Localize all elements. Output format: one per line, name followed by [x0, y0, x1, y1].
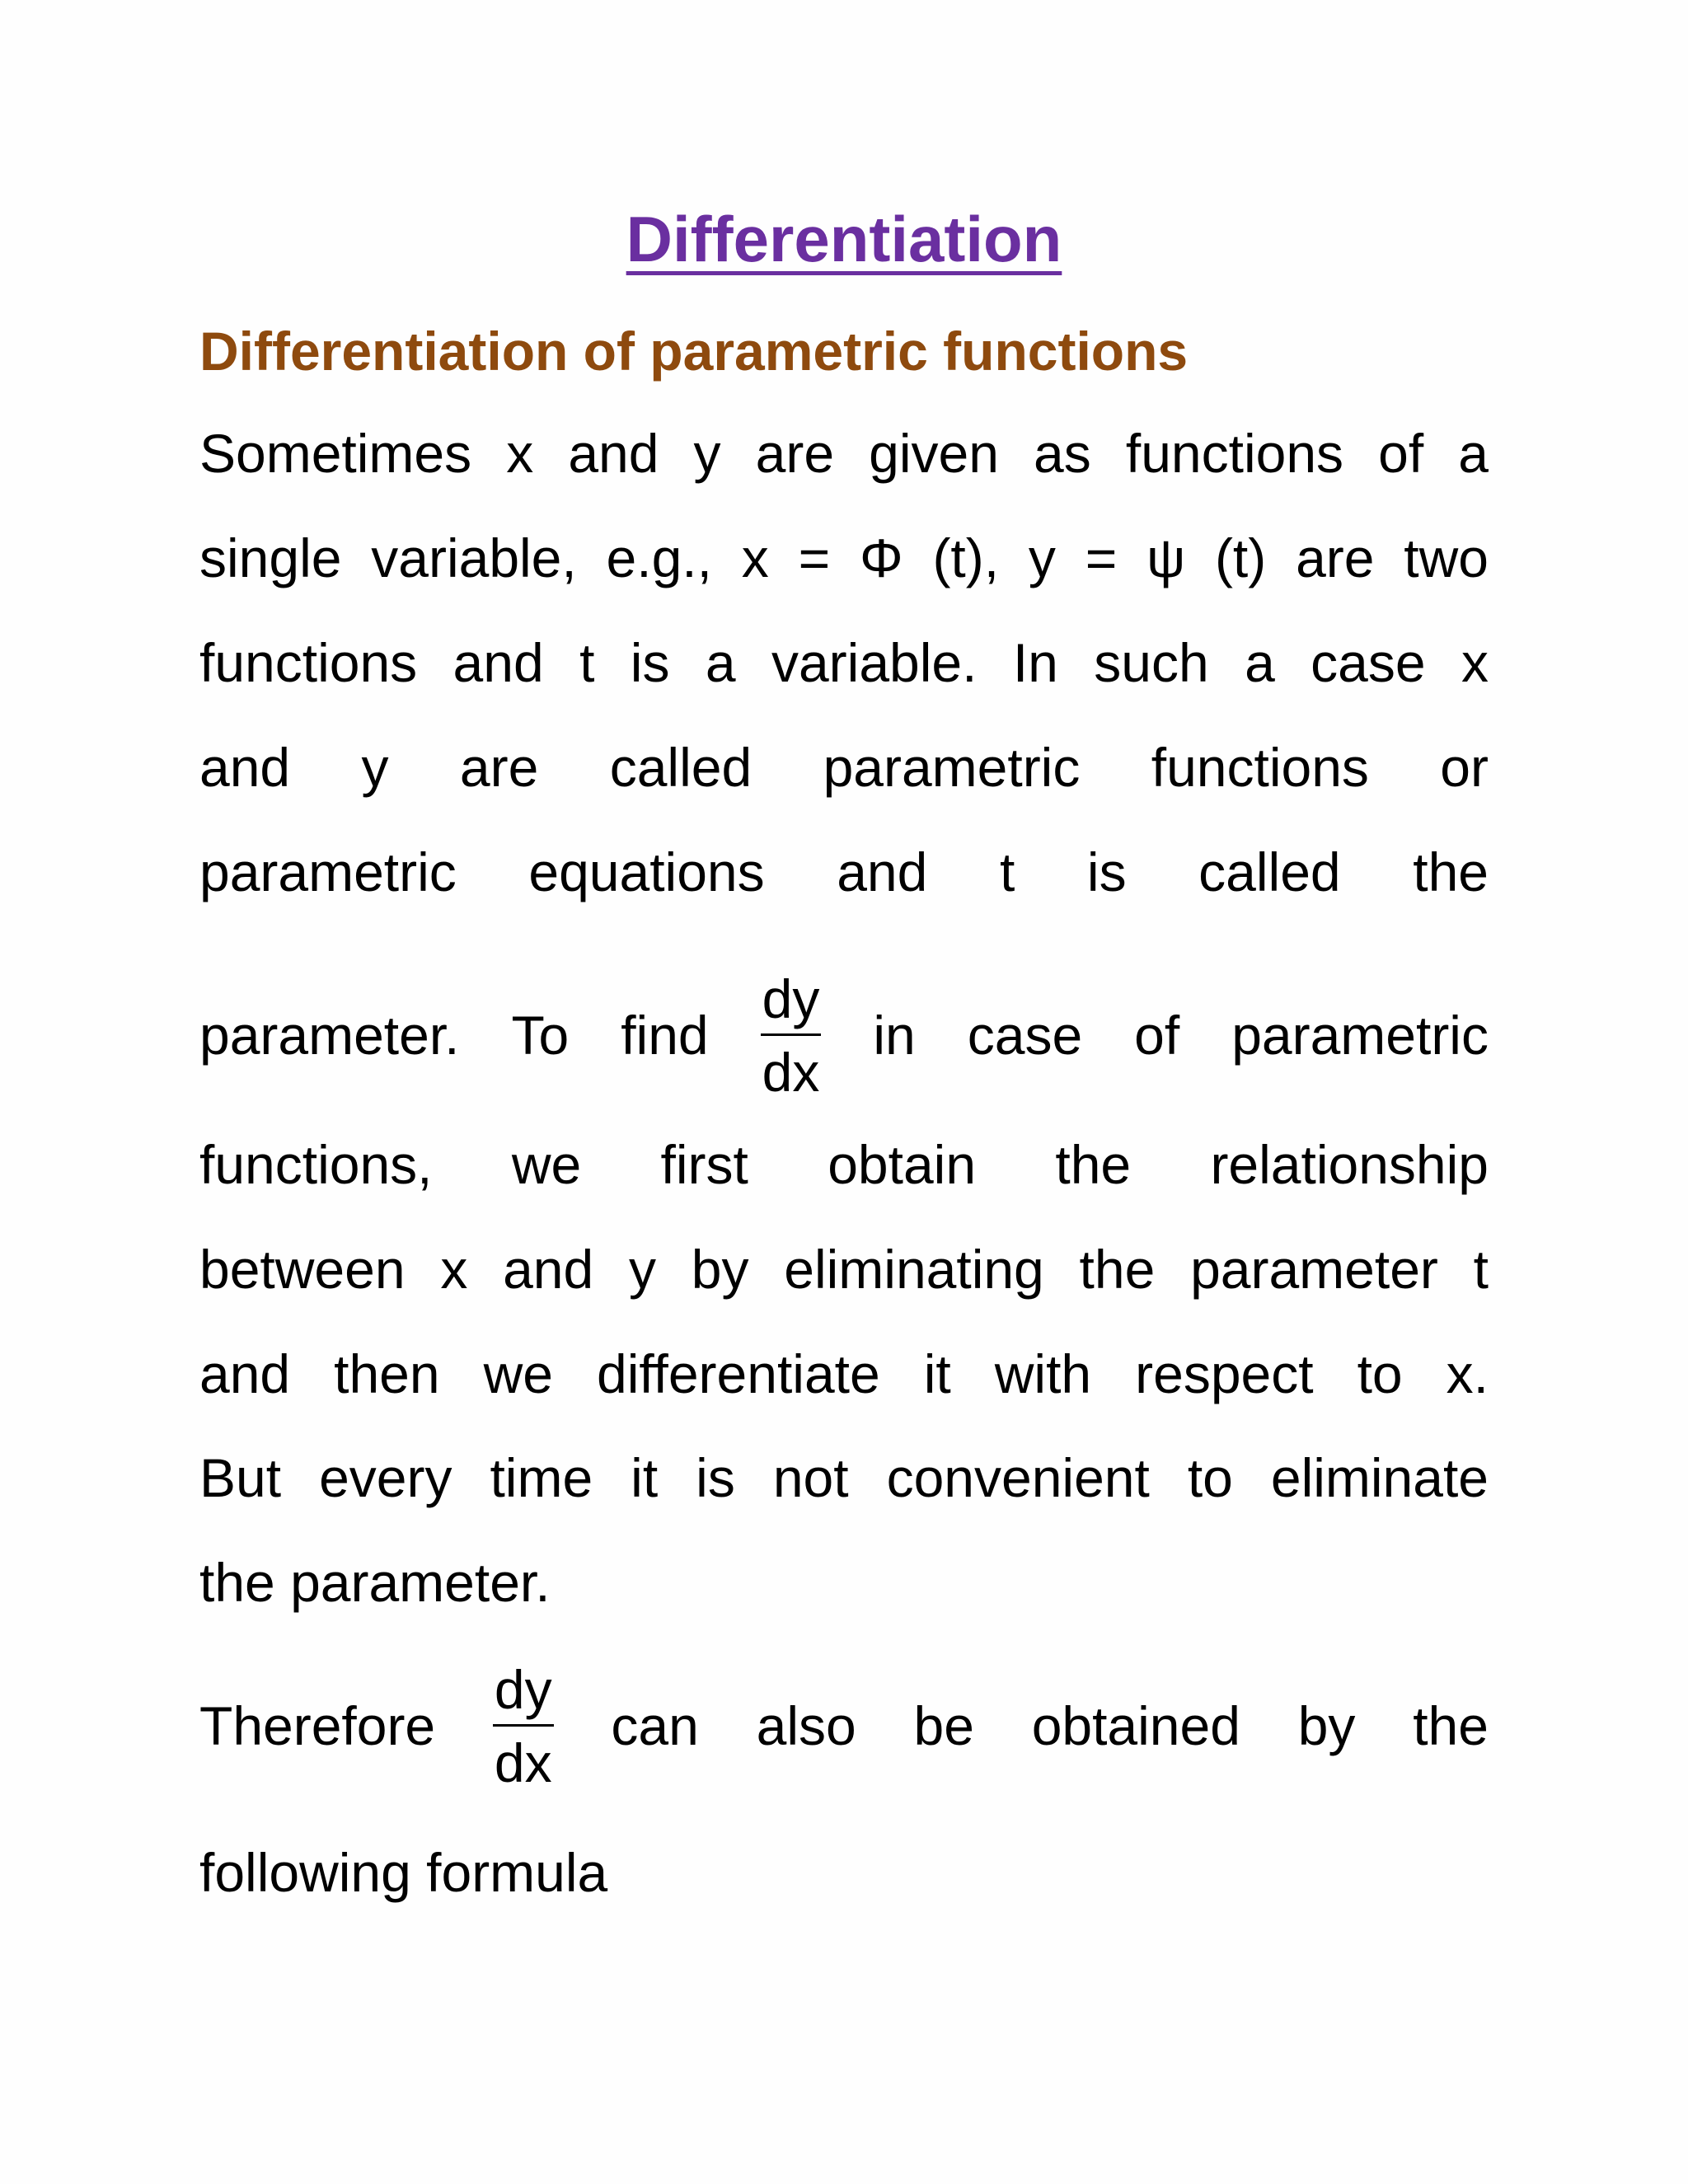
paragraph-line: functions, we first obtain the relationship	[199, 1134, 1489, 1195]
word: obtained	[1031, 1695, 1240, 1756]
section-heading: Differentiation of parametric functions	[199, 321, 1189, 382]
fraction-bar	[761, 1033, 822, 1036]
word: the	[1413, 1695, 1489, 1756]
word: Therefore	[199, 1695, 436, 1756]
fraction-dy-dx	[493, 1658, 554, 1794]
paragraph-line: Sometimes x and y are given as functions of a	[199, 423, 1489, 484]
page-title: Differentiation	[626, 203, 1062, 275]
paragraph-line-with-fraction	[199, 944, 1489, 1126]
paragraph-line: and then we differentiate it with respect to x.	[199, 1343, 1489, 1404]
word: of	[1134, 1005, 1180, 1066]
paragraph-line: the parameter.	[199, 1552, 551, 1613]
paragraph-line: functions and t is a variable. In such a case x	[199, 632, 1489, 693]
paragraph-line: following formula	[199, 1842, 608, 1903]
paragraph-line: single variable, e.g., x = Φ (t), y = ψ (t) are two	[199, 527, 1489, 588]
word: To	[511, 1005, 570, 1066]
word: be	[913, 1695, 974, 1756]
word: parametric	[1231, 1005, 1489, 1066]
word: by	[1297, 1695, 1356, 1756]
fraction-denominator: dx	[494, 1732, 552, 1793]
paragraph-line: and y are called parametric functions or	[199, 737, 1489, 798]
fraction-denominator: dx	[762, 1041, 820, 1103]
word: can	[611, 1695, 699, 1756]
paragraph-line: parametric equations and t is called the	[199, 841, 1489, 902]
word: case	[967, 1005, 1083, 1066]
word: find	[621, 1005, 709, 1066]
paragraph-line: between x and y by eliminating the parameter t	[199, 1239, 1489, 1300]
paragraph-line-with-fraction	[199, 1635, 1489, 1816]
fraction-bar	[493, 1724, 554, 1727]
word: also	[756, 1695, 856, 1756]
word: parameter.	[199, 1005, 460, 1066]
paragraph-line: But every time it is not convenient to eliminate	[199, 1447, 1489, 1508]
word: in	[873, 1005, 916, 1066]
fraction-dy-dx	[761, 968, 822, 1104]
fraction-numerator: dy	[494, 1658, 552, 1720]
fraction-numerator: dy	[762, 968, 820, 1029]
